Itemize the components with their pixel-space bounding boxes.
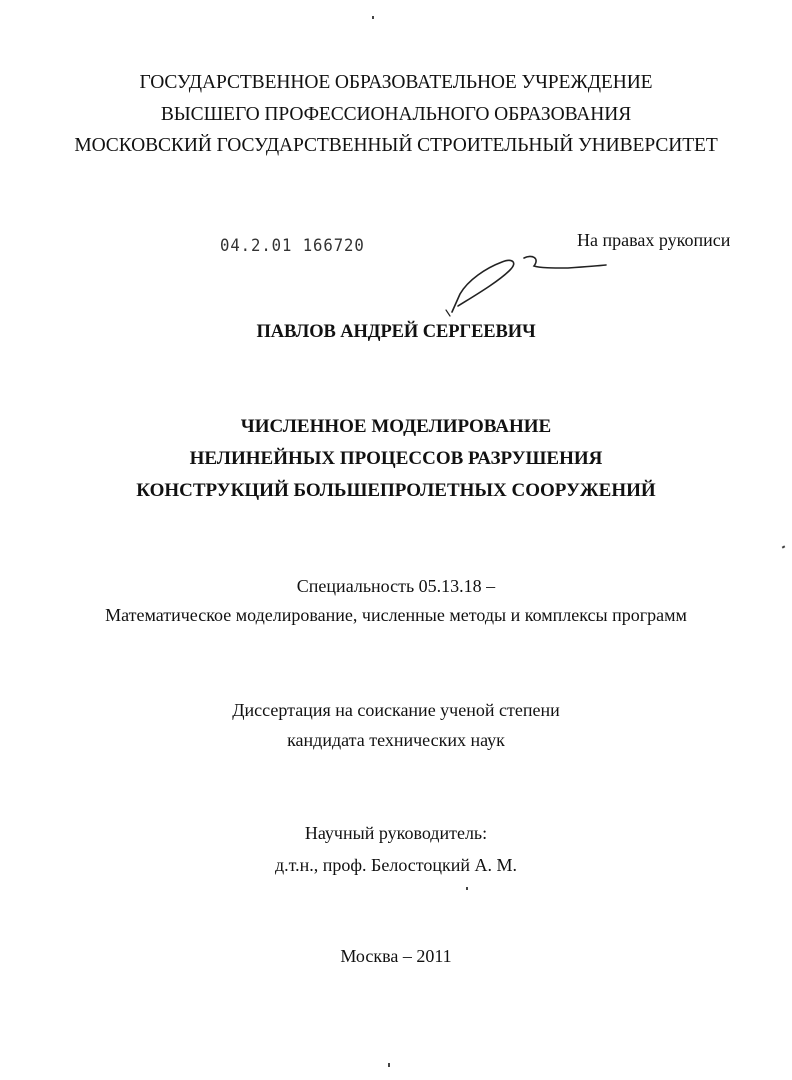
specialty-name: Математическое моделирование, численные методы и комплексы программ	[105, 605, 687, 625]
author-name: ПАВЛОВ АНДРЕЙ СЕРГЕЕВИЧ	[256, 322, 536, 342]
author-signature	[440, 250, 620, 320]
specialty-code: Специальность 05.13.18 –	[296, 576, 496, 596]
degree-line-2: кандидата технических наук	[287, 730, 505, 750]
institution-line-1: ГОСУДАРСТВЕННОЕ ОБРАЗОВАТЕЛЬНОЕ УЧРЕЖДЕНИЕ	[139, 72, 653, 93]
title-line-1: ЧИСЛЕННОЕ МОДЕЛИРОВАНИЕ	[240, 416, 552, 437]
supervisor-label: Научный руководитель:	[304, 823, 488, 843]
institution-line-2: ВЫСШЕГО ПРОФЕССИОНАЛЬНОГО ОБРАЗОВАНИЯ	[160, 104, 632, 125]
institution-line-3: МОСКОВСКИЙ ГОСУДАРСТВЕННЫЙ СТРОИТЕЛЬНЫЙ УНИВЕРСИТЕТ	[74, 135, 718, 156]
scan-speck	[466, 887, 468, 890]
title-line-3: КОНСТРУКЦИЙ БОЛЬШЕПРОЛЕТНЫХ СООРУЖЕНИЙ	[136, 480, 656, 501]
title-line-2: НЕЛИНЕЙНЫХ ПРОЦЕССОВ РАЗРУШЕНИЯ	[189, 448, 603, 469]
scan-speck	[782, 545, 786, 548]
supervisor-name: д.т.н., проф. Белостоцкий А. М.	[274, 855, 518, 875]
degree-line-1: Диссертация на соискание ученой степени	[232, 700, 560, 720]
registration-stamp: 04.2.01 166720	[220, 236, 365, 256]
rights-note: На правах рукописи	[577, 230, 731, 250]
scan-speck	[388, 1063, 390, 1067]
place-year: Москва – 2011	[340, 946, 452, 966]
scan-speck	[372, 16, 374, 19]
